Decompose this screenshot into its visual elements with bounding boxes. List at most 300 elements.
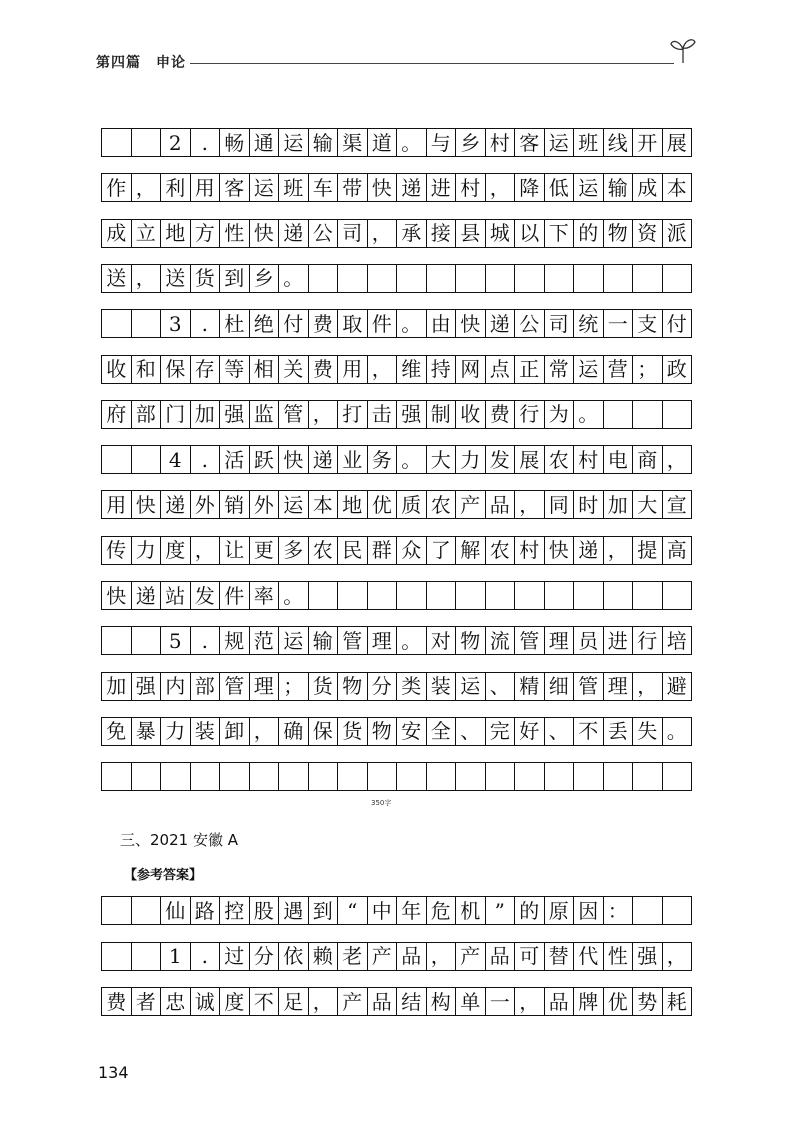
grid-cell: 运 (279, 128, 309, 157)
grid-cell (515, 762, 545, 791)
grid-cell: 输 (309, 626, 339, 655)
grid-cell: 类 (397, 672, 427, 701)
grid-cell: 全 (427, 717, 457, 746)
grid-cell: 本 (309, 490, 339, 519)
grid-cell: 力 (132, 536, 162, 565)
grid-cell: 收 (102, 355, 132, 384)
grid-cell: 进 (604, 626, 634, 655)
grid-cell: 通 (250, 128, 280, 157)
grid-cell: 快 (368, 173, 398, 202)
grid-cell: 度 (161, 536, 191, 565)
grid-cell: 品 (486, 942, 516, 971)
grid-cell: 仙 (161, 896, 191, 925)
grid-cell: 、 (456, 717, 486, 746)
grid-cell: 递 (309, 445, 339, 474)
grid-cell: 开 (633, 128, 663, 157)
grid-cell: 利 (161, 173, 191, 202)
grid-cell: 者 (132, 987, 162, 1016)
grid-cell: 递 (279, 219, 309, 248)
grid-cell: 优 (368, 490, 398, 519)
grid-cell: 构 (427, 987, 457, 1016)
grid-cell: ， (515, 490, 545, 519)
grid-cell: 输 (604, 173, 634, 202)
grid-cell: 输 (309, 128, 339, 157)
grid-cell (486, 264, 516, 293)
grid-cell: 分 (250, 942, 280, 971)
grid-cell: 行 (633, 626, 663, 655)
grid-cell (338, 762, 368, 791)
grid-cell: 传 (102, 536, 132, 565)
grid-cell: 多 (279, 536, 309, 565)
grid-cell: 业 (338, 445, 368, 474)
grid-cell: 。 (663, 717, 693, 746)
grid-cell: 村 (574, 445, 604, 474)
grid-cell: ， (368, 219, 398, 248)
grid-cell: 大 (633, 490, 663, 519)
grid-cell (633, 762, 663, 791)
grid-cell: 让 (220, 536, 250, 565)
grid-cell: 分 (368, 672, 398, 701)
grid-cell: 强 (633, 942, 663, 971)
grid-cell: 本 (663, 173, 693, 202)
grid-cell: 。 (279, 264, 309, 293)
grid-cell: 管 (220, 672, 250, 701)
grid-cell: 运 (545, 128, 575, 157)
grid-cell: 2 (161, 128, 191, 157)
grid-cell (102, 445, 132, 474)
grid-cell (102, 942, 132, 971)
grid-cell (338, 581, 368, 610)
grid-cell: 产 (456, 942, 486, 971)
grid-cell: ， (486, 173, 516, 202)
grid-cell: 对 (427, 626, 457, 655)
grid-cell: ， (663, 942, 693, 971)
grid-cell: 递 (132, 581, 162, 610)
grid-cell (368, 762, 398, 791)
grid-cell: 部 (191, 672, 221, 701)
grid-cell: 品 (368, 987, 398, 1016)
grid-cell: 成 (102, 219, 132, 248)
grid-cell: 遇 (279, 896, 309, 925)
grid-cell: 可 (515, 942, 545, 971)
grid-cell: 线 (604, 128, 634, 157)
grid-cell: 快 (456, 309, 486, 338)
grid-cell: 物 (456, 626, 486, 655)
grid-cell: 安 (397, 717, 427, 746)
grid-cell (191, 762, 221, 791)
grid-cell: . (191, 626, 221, 655)
grid-cell: 快 (102, 581, 132, 610)
grid-cell: 的 (515, 896, 545, 925)
grid-cell: ， (191, 536, 221, 565)
grid-cell: 地 (161, 219, 191, 248)
grid-cell (663, 762, 693, 791)
grid-cell: 作 (102, 173, 132, 202)
grid-cell: 外 (191, 490, 221, 519)
grid-cell: 外 (250, 490, 280, 519)
grid-cell: 力 (161, 717, 191, 746)
grid-cell (132, 762, 162, 791)
char-count: 350字 (371, 799, 392, 807)
grid-cell: 结 (397, 987, 427, 1016)
grid-cell (279, 762, 309, 791)
grid-cell: 老 (338, 942, 368, 971)
grid-cell: 务 (368, 445, 398, 474)
grid-cell: 众 (397, 536, 427, 565)
grid-cell: 完 (486, 717, 516, 746)
grid-row (101, 762, 692, 791)
grid-row (101, 942, 692, 971)
grid-cell: 府 (102, 400, 132, 429)
page-number: 134 (98, 1063, 129, 1082)
grid-cell: 客 (515, 128, 545, 157)
sprout-icon (670, 36, 696, 64)
grid-cell: . (191, 942, 221, 971)
grid-cell: 关 (279, 355, 309, 384)
grid-cell: 。 (397, 128, 427, 157)
grid-cell: 费 (102, 987, 132, 1016)
grid-cell: . (191, 309, 221, 338)
grid-row (101, 355, 692, 384)
grid-cell (574, 762, 604, 791)
grid-cell (515, 581, 545, 610)
grid-cell: 商 (633, 445, 663, 474)
grid-cell: 方 (191, 219, 221, 248)
grid-cell (456, 581, 486, 610)
grid-cell: 理 (368, 626, 398, 655)
grid-cell: 提 (633, 536, 663, 565)
grid-cell: ， (427, 942, 457, 971)
grid-cell: 快 (279, 445, 309, 474)
grid-cell: 降 (515, 173, 545, 202)
grid-cell: 一 (486, 987, 516, 1016)
grid-cell: 地 (338, 490, 368, 519)
grid-row (101, 309, 692, 338)
grid-cell (368, 264, 398, 293)
grid-cell (397, 762, 427, 791)
grid-row (101, 219, 692, 248)
grid-cell: 展 (515, 445, 545, 474)
grid-cell: 培 (663, 626, 693, 655)
grid-cell: 乡 (456, 128, 486, 157)
grid-cell: 送 (161, 264, 191, 293)
grid-cell: 加 (102, 672, 132, 701)
grid-cell (161, 762, 191, 791)
grid-cell (604, 264, 634, 293)
grid-cell (132, 445, 162, 474)
grid-cell (486, 581, 516, 610)
grid-cell (427, 264, 457, 293)
grid-cell: 由 (427, 309, 457, 338)
grid-cell: ， (368, 355, 398, 384)
grid-cell (309, 762, 339, 791)
grid-cell (456, 762, 486, 791)
grid-cell: 村 (456, 173, 486, 202)
grid-cell: 渠 (338, 128, 368, 157)
grid-cell: 货 (309, 672, 339, 701)
grid-cell: 内 (161, 672, 191, 701)
grid-cell: 存 (191, 355, 221, 384)
grid-cell: 管 (338, 626, 368, 655)
grid-cell: ， (250, 717, 280, 746)
grid-cell: 等 (220, 355, 250, 384)
grid-cell: . (191, 445, 221, 474)
grid-cell: 产 (368, 942, 398, 971)
grid-cell (633, 581, 663, 610)
grid-cell: 免 (102, 717, 132, 746)
grid-cell: 带 (338, 173, 368, 202)
grid-cell: 销 (220, 490, 250, 519)
grid-row (101, 490, 692, 519)
grid-cell: 统 (574, 309, 604, 338)
grid-cell: 细 (545, 672, 575, 701)
grid-cell: 强 (132, 672, 162, 701)
grid-cell: 村 (515, 536, 545, 565)
grid-cell: 资 (633, 219, 663, 248)
grid-cell: 规 (220, 626, 250, 655)
grid-cell: ， (309, 400, 339, 429)
grid-cell: ： (604, 896, 634, 925)
grid-cell: 支 (633, 309, 663, 338)
grid-cell: 下 (545, 219, 575, 248)
grid-cell: 年 (397, 896, 427, 925)
grid-cell: 营 (604, 355, 634, 384)
grid-cell: 道 (368, 128, 398, 157)
grid-cell: 维 (397, 355, 427, 384)
grid-cell: 活 (220, 445, 250, 474)
grid-cell (397, 581, 427, 610)
grid-cell: 管 (574, 672, 604, 701)
answer-label: 【参考答案】 (124, 868, 203, 883)
grid-cell: 立 (132, 219, 162, 248)
grid-cell: 打 (338, 400, 368, 429)
grid-cell (132, 626, 162, 655)
grid-cell: 确 (279, 717, 309, 746)
grid-cell: 力 (456, 445, 486, 474)
grid-cell: 中 (368, 896, 398, 925)
grid-cell: 用 (102, 490, 132, 519)
grid-cell: 杜 (220, 309, 250, 338)
grid-cell: 用 (338, 355, 368, 384)
grid-cell: ， (309, 987, 339, 1016)
grid-cell: 管 (515, 626, 545, 655)
grid-row (101, 987, 692, 1016)
grid-cell: 高 (663, 536, 693, 565)
grid-cell: 城 (486, 219, 516, 248)
grid-cell: 递 (161, 490, 191, 519)
grid-cell: 以 (515, 219, 545, 248)
answer-grid-2 (101, 896, 691, 1033)
grid-cell: ， (132, 264, 162, 293)
grid-cell (102, 309, 132, 338)
grid-cell: 代 (574, 942, 604, 971)
header-title: 第四篇 申论 (96, 55, 186, 71)
grid-cell: 路 (191, 896, 221, 925)
grid-cell (132, 942, 162, 971)
grid-row (101, 896, 692, 925)
grid-cell (132, 309, 162, 338)
grid-cell: 货 (191, 264, 221, 293)
grid-cell: 县 (456, 219, 486, 248)
grid-cell: ” (486, 896, 516, 925)
grid-cell: 网 (456, 355, 486, 384)
grid-cell (309, 264, 339, 293)
grid-cell: 取 (338, 309, 368, 338)
grid-cell: 快 (545, 536, 575, 565)
grid-cell: 快 (250, 219, 280, 248)
grid-cell: 电 (604, 445, 634, 474)
grid-cell: 司 (545, 309, 575, 338)
grid-cell: 理 (545, 626, 575, 655)
grid-cell: 班 (574, 128, 604, 157)
grid-cell (102, 626, 132, 655)
grid-cell: 品 (397, 942, 427, 971)
grid-cell: 解 (456, 536, 486, 565)
grid-row (101, 264, 692, 293)
grid-cell: 展 (663, 128, 693, 157)
grid-cell (250, 762, 280, 791)
grid-cell: 机 (456, 896, 486, 925)
grid-cell: 村 (486, 128, 516, 157)
grid-cell: 丢 (604, 717, 634, 746)
grid-cell: 。 (397, 445, 427, 474)
grid-cell (604, 581, 634, 610)
grid-cell: 运 (574, 173, 604, 202)
grid-cell: 宣 (663, 490, 693, 519)
grid-cell (456, 264, 486, 293)
grid-cell: 费 (309, 355, 339, 384)
grid-cell (132, 896, 162, 925)
grid-cell (545, 264, 575, 293)
grid-cell: 性 (220, 219, 250, 248)
grid-cell: 品 (545, 987, 575, 1016)
grid-cell: 理 (604, 672, 634, 701)
grid-cell: 常 (545, 355, 575, 384)
grid-cell (132, 128, 162, 157)
grid-cell: 民 (338, 536, 368, 565)
grid-row (101, 128, 692, 157)
grid-cell: 递 (397, 173, 427, 202)
grid-cell: 理 (250, 672, 280, 701)
grid-cell: 监 (250, 400, 280, 429)
grid-cell (515, 264, 545, 293)
grid-cell (663, 896, 693, 925)
grid-cell: “ (338, 896, 368, 925)
grid-cell: 和 (132, 355, 162, 384)
grid-cell: 股 (250, 896, 280, 925)
grid-cell (663, 581, 693, 610)
grid-cell: 1 (161, 942, 191, 971)
grid-cell: 单 (456, 987, 486, 1016)
grid-cell: 低 (545, 173, 575, 202)
grid-cell: 替 (545, 942, 575, 971)
grid-cell: 群 (368, 536, 398, 565)
grid-cell: 农 (309, 536, 339, 565)
grid-cell: 送 (102, 264, 132, 293)
grid-cell (427, 581, 457, 610)
grid-cell: 装 (427, 672, 457, 701)
grid-cell: 、 (545, 717, 575, 746)
grid-cell: 。 (574, 400, 604, 429)
grid-cell: 。 (397, 309, 427, 338)
grid-cell: 成 (633, 173, 663, 202)
grid-cell: 进 (427, 173, 457, 202)
grid-row (101, 536, 692, 565)
grid-cell: 优 (604, 987, 634, 1016)
grid-cell: 忠 (161, 987, 191, 1016)
grid-cell: 管 (279, 400, 309, 429)
grid-cell: 物 (604, 219, 634, 248)
grid-cell (102, 896, 132, 925)
grid-cell: 度 (220, 987, 250, 1016)
grid-cell: 件 (220, 581, 250, 610)
grid-cell: 乡 (250, 264, 280, 293)
grid-cell: 接 (427, 219, 457, 248)
grid-cell: 击 (368, 400, 398, 429)
grid-cell: 农 (427, 490, 457, 519)
grid-cell: 员 (574, 626, 604, 655)
grid-cell (663, 264, 693, 293)
grid-row (101, 173, 692, 202)
grid-cell: 相 (250, 355, 280, 384)
grid-cell: 货 (338, 717, 368, 746)
grid-cell: 流 (486, 626, 516, 655)
grid-cell: 公 (309, 219, 339, 248)
grid-cell: 原 (545, 896, 575, 925)
grid-cell: 发 (486, 445, 516, 474)
grid-cell: 到 (220, 264, 250, 293)
grid-cell: 避 (663, 672, 693, 701)
grid-cell: . (191, 128, 221, 157)
grid-cell: 性 (604, 942, 634, 971)
answer-grid-1 (101, 128, 691, 808)
grid-cell: 时 (574, 490, 604, 519)
grid-cell: 因 (574, 896, 604, 925)
grid-cell (309, 581, 339, 610)
grid-cell (545, 581, 575, 610)
grid-cell: 农 (545, 445, 575, 474)
grid-cell: 牌 (574, 987, 604, 1016)
grid-cell: 正 (515, 355, 545, 384)
grid-cell (633, 400, 663, 429)
grid-cell: 费 (309, 309, 339, 338)
grid-cell: 赖 (309, 942, 339, 971)
grid-row (101, 626, 692, 655)
header-rule (190, 63, 674, 64)
grid-cell: 付 (663, 309, 693, 338)
grid-cell: 强 (397, 400, 427, 429)
grid-cell: 一 (604, 309, 634, 338)
grid-cell: 危 (427, 896, 457, 925)
grid-cell: 制 (427, 400, 457, 429)
grid-cell (486, 762, 516, 791)
grid-cell: 持 (427, 355, 457, 384)
grid-cell: 运 (574, 355, 604, 384)
grid-cell: 。 (397, 626, 427, 655)
grid-cell (604, 762, 634, 791)
grid-cell: 好 (515, 717, 545, 746)
grid-cell (633, 896, 663, 925)
grid-cell: 不 (250, 987, 280, 1016)
grid-cell (102, 128, 132, 157)
grid-cell: 产 (456, 490, 486, 519)
grid-cell: 卸 (220, 717, 250, 746)
grid-cell (574, 264, 604, 293)
running-header (96, 52, 696, 76)
grid-cell (220, 762, 250, 791)
grid-cell (427, 762, 457, 791)
grid-cell: 的 (574, 219, 604, 248)
